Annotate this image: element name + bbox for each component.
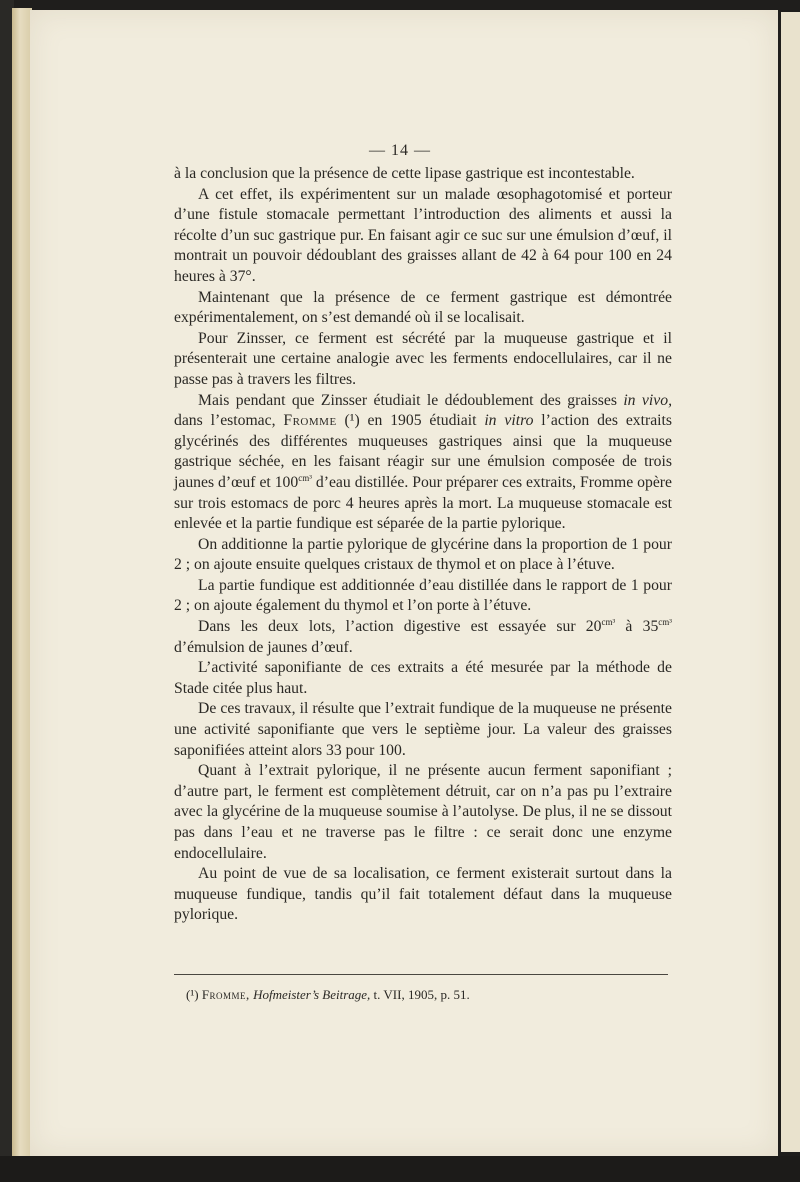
paragraph [174, 617, 672, 658]
unit-superscript: cm³ [298, 472, 312, 483]
footnote-marker: (¹) [186, 987, 199, 1002]
paragraph: à la conclusion que la présence de cette lipase gastrique est incontestable. [174, 165, 635, 182]
page-number: — 14 — [369, 142, 431, 159]
italic-term: in vivo, [623, 391, 672, 409]
footnote-reference: t. VII, 1905, p. 51. [373, 987, 470, 1002]
paragraph: A cet effet, ils expérimentent sur un malade œsophagotomisé et porteur d’une fistule stomacale permettant l’introduction des aliments et aussi la récolte d’un suc gastrique pur. En faisant agir ce suc sur une émulsion d’œuf, il montrait un pouvoir dédoublant des graisses allant de 42 à 64 pour 100 en 24 heures à 37°. [174, 185, 672, 285]
adjacent-page-edge [781, 12, 800, 1152]
text-run: dans l’estomac, [174, 412, 284, 430]
text-run: Mais pendant que Zinsser étudiait le dédoublement des graisses [198, 391, 624, 409]
paragraph: L’activité saponifiante de ces extraits a été mesurée par la méthode de Stade citée plus haut. [174, 659, 672, 697]
paragraph: De ces travaux, il résulte que l’extrait fundique de la muqueuse ne présente une activité saponifiante que vers le septième jour. La valeur des graisses saponifiées atteint alors 33 pour 100. [174, 700, 672, 759]
text-run: l’action des extraits glycérinés des différentes muqueuses gastriques ainsi que la muqueuse gastrique séchée, en les faisant réagir sur une émulsion composée de trois jaunes d’œuf et 100 [174, 412, 673, 491]
scan-background [0, 1156, 800, 1182]
footnote [186, 987, 666, 1003]
paragraph: On additionne la partie pylorique de glycérine dans la proportion de 1 pour 2 ; on ajoute ensuite quelques cristaux de thymol et on place à l’étuve. [174, 535, 672, 574]
footnote-rule [174, 974, 668, 975]
paragraph: Quant à l’extrait pylorique, il ne présente aucun ferment saponifiant ; d’autre part, le ferment est complètement détruit, car on n’a pas pu l’extraire avec la glycérine de la muqueuse soumise à l’autolyse. De plus, il ne se dissout pas dans l’eau et ne traverse pas le filtre : ce serait donc une enzyme endocellulaire. [174, 762, 672, 862]
paragraph: La partie fundique est additionnée d’eau distillée dans le rapport de 1 pour 2 ; on ajoute également du thymol et l’on porte à l’étuve. [174, 576, 672, 615]
italic-term: in vitro [484, 412, 534, 430]
unit-superscript: cm³ [601, 616, 616, 627]
text-run: à 35 [615, 618, 659, 636]
paragraph: Pour Zinsser, ce ferment est sécrété par la muqueuse gastrique et il présenterait une certaine analogie avec les ferments endocellulaires, car il ne passe pas à travers les filtres. [174, 329, 672, 388]
text-run: d’émulsion de jaunes d’œuf. [174, 638, 353, 656]
paragraph [174, 391, 672, 535]
text-run: d’eau distillée. Pour préparer ces extraits, Fromme opère sur trois estomacs de porc 4 heures après la mort. La muqueuse stomacale est enlevée et la partie fundique est séparée de la partie pylorique. [174, 473, 672, 533]
paragraph: Au point de vue de sa localisation, ce ferment existerait surtout dans la muqueuse fundique, tandis qu’il fait totalement défaut dans la muqueuse pylorique. [174, 865, 672, 924]
page-edge [12, 8, 32, 1156]
author-name: Fromme [283, 412, 337, 430]
unit-superscript: cm³ [658, 616, 672, 627]
text-run: Dans les deux lots, l’action digestive est essayée sur 20 [198, 618, 602, 636]
body-text [174, 164, 672, 926]
paragraph: Maintenant que la présence de ce ferment gastrique est démontrée expérimentalement, on s’est demandé où il se localisait. [174, 288, 672, 327]
text-run: (¹) en 1905 étudiait [336, 412, 485, 430]
footnote-author: Fromme, [201, 987, 250, 1002]
footnote-title: Hofmeister’s Beitrage, [253, 987, 371, 1002]
